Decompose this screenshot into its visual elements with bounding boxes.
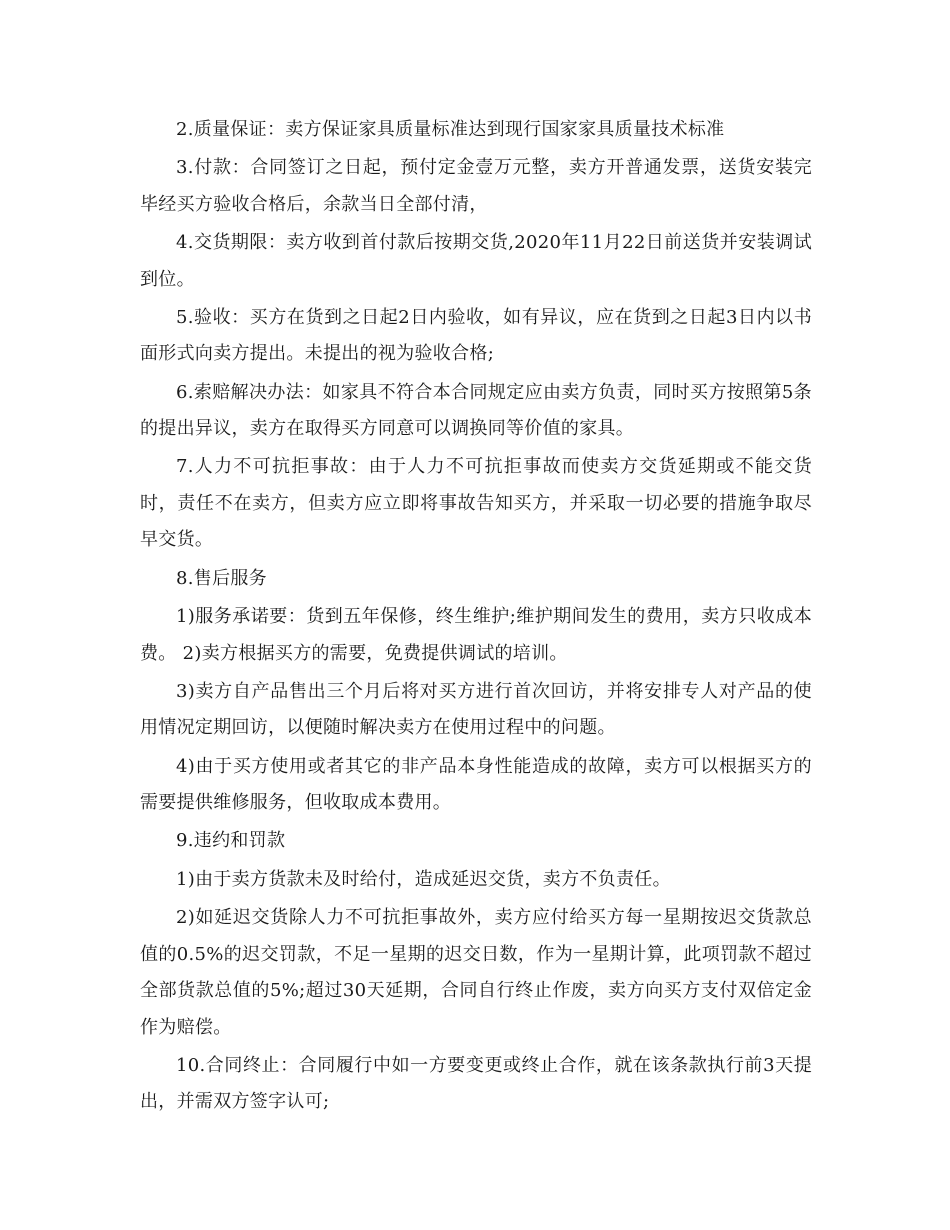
clause-termination: 10.合同终止：合同履行中如一方要变更或终止合作，就在该条款执行前3天提出，并需双方签字认可; [140,1054,812,1113]
heading-after-sales: 8.售后服务 [176,567,267,589]
clause-claims: 6.索赔解决办法：如家具不符合本合同规定应由卖方负责，同时买方按照第5条的提出异议，卖方在取得买方同意可以调换同等价值的家具。 [140,381,812,440]
heading-breach-penalty: 9.违约和罚款 [176,830,286,852]
clause-delivery-deadline: 4.交货期限：卖方收到首付款后按期交货,2020年11月22日前送货并安装调试到位。 [140,232,812,290]
penalty-item-2: 2)如延迟交货除人力不可抗拒事故外，卖方应付给买方每一星期按迟交货款总值的0.5%的迟交罚款，不足一星期的迟交日数，作为一星期计算，此项罚款不超过全部货款总值的5%;超过30天延期，合同自行终止作废，卖方向买方支付双倍定金作为赔偿。 [140,907,812,1038]
clause-acceptance: 5.验收：买方在货到之日起2日内验收，如有异议，应在货到之日起3日内以书面形式向卖方提出。未提出的视为验收合格; [140,306,812,365]
clause-force-majeure: 7.人力不可抗拒事故：由于人力不可抗拒事故而使卖方交货延期或不能交货时，责任不在卖方，但卖方应立即将事故告知买方，并采取一切必要的措施争取尽早交货。 [140,456,812,551]
clause-payment: 3.付款：合同签订之日起，预付定金壹万元整，卖方开普通发票，送货安装完毕经买方验收合格后，余款当日全部付清， [140,157,812,215]
after-sales-item-4: 4)由于买方使用或者其它的非产品本身性能造成的故障，卖方可以根据买方的需要提供维修服务，但收取成本费用。 [140,755,812,814]
after-sales-item-3: 3)卖方自产品售出三个月后将对买方进行首次回访，并将安排专人对产品的使用情况定期回访，以便随时解决卖方在使用过程中的问题。 [140,680,812,739]
contract-body [140,112,812,1123]
clause-quality-guarantee: 2.质量保证：卖方保证家具质量标准达到现行国家家具质量技术标准 [176,119,725,140]
penalty-item-1: 1)由于卖方货款未及时给付，造成延迟交货，卖方不负责任。 [176,868,671,890]
after-sales-item-1: 1)服务承诺要：货到五年保修，终生维护;维护期间发生的费用，卖方只收成本费。 2)卖方根据买方的需要，免费提供调试的培训。 [140,606,812,664]
